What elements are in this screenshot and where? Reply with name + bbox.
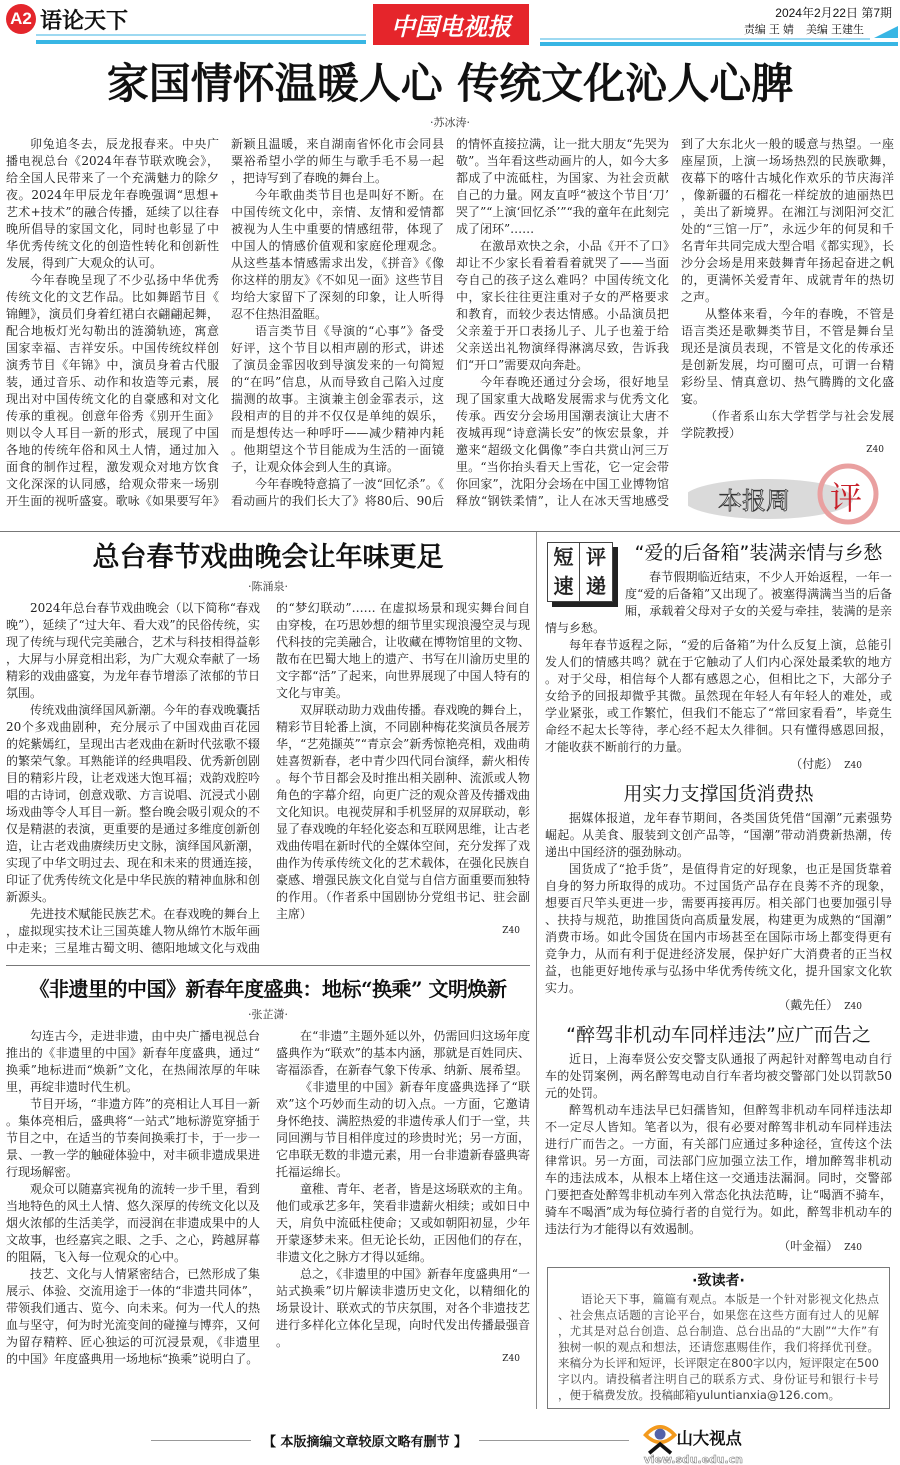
author <box>545 997 892 1016</box>
paragraph: 今年歌曲类节目也是叫好不断。在中国传统文化中，亲情、友情和爱情都被视为人生中重要的情感纽带，体现了中国人的情感价值观和家庭伦理观念。从这些基本情感需求出发，《拼音》《像你这样的朋友》《不如见一面》这些节目均给大家留下了深刻的印象，让人听得忍不住热泪盈眶。 <box>231 188 444 321</box>
code: Z40 <box>844 761 862 771</box>
weekly-review-logo <box>688 463 888 525</box>
paragraph: 节目开场，“非遗方阵”的亮相让人耳目一新。集体亮相后，盛典将“一站式”地标游览穿插于节目之中，在适当的节奏间换乘打卡，于一步一景、一教一学的触碰体验中，对丰硕非遗成果进行现场解密。 <box>6 1097 260 1179</box>
paragraph: 每年春节返程之际，“爱的后备箱”为什么反复上演，总能引发人们的情感共鸣？就在于它触动了人们内心深处最柔软的地方。对于父母，相信每个人都有感恩之心，但相比之下，大部分子女给予的回报却微乎其微。虽然现在年轻人有年轻人的难处，或学业紧张，或工作繁忙，但我们不能忘了“常回家看看”，毕竟生命经不起太长等待，孝心经不起太久徘徊。只有懂得感恩回报，才能收获不断前行的力量。 <box>545 638 892 754</box>
paragraph: 今年春晚特意搞了一波“回忆杀”。《看动画片的我们长大了》将80后、90后的情怀直接拉满，让一批大朋友“先哭为敬”。当年看这些动画片的人，如今大多都成了中流砥柱，为国家、为社会贡献自己的力量。网友直呼“被这个节目‘刀’哭了”“上演‘回忆杀’”“我的童年在此刻完成了闭环”…… <box>231 137 669 508</box>
footer <box>0 1415 900 1465</box>
svg-text:评: 评 <box>829 479 862 517</box>
header-rule <box>36 34 366 36</box>
code: Z40 <box>844 1002 862 1012</box>
article1-byline: ·苏冰涛· <box>430 116 470 129</box>
footer-rule <box>151 1440 251 1441</box>
author <box>545 1238 892 1257</box>
code: Z40 <box>502 1354 520 1364</box>
to-readers-title: ·致读者· <box>692 1273 745 1289</box>
review3-title: “醉驾非机动车同样违法”应广而告之 <box>566 1024 871 1046</box>
paragraph: 近日，上海奉贤公安交警支队通报了两起针对醉驾电动自行车的处罚案例，两名醉驾电动自行车者均被交警部门处以罚款50元的处罚。 <box>545 1052 892 1100</box>
article3-title: 《非遗里的中国》新春年度盛典：地标“换乘” 文明焕新 <box>29 977 507 1001</box>
paragraph: 在“非遗”主题外延以外，仍需回归这场年度盛典作为“联欢”的基本内涵，那就是百姓同庆、寄福添香，在新春气象下传承、纳新、展希望。 <box>276 1029 530 1077</box>
paragraph: 先进技术赋能民族艺术。在春戏晚的舞台上，虚拟现实技术让三国英雄人物从绵竹木版年画中走来；三星堆古蜀文明、德阳地域文化与戏曲的“梦幻联动”…… 在虚拟场景和现实舞台间自由穿梭，在巧思妙想的细节里实现浪漫空灵与现代科技的完美融合，让收藏在博物馆里的文物、散布在巴蜀大地上的遗产、书写在川渝历史里的文字都“活”了起来，向世界展现了中国人特有的文化与审美。 <box>6 601 530 955</box>
svg-text:本报周: 本报周 <box>717 487 790 515</box>
to-readers-box <box>547 1267 890 1409</box>
author-name: （戴先任） <box>778 998 839 1012</box>
badge-char: 短 <box>548 543 580 572</box>
footer-note: 【 本版摘编文章较原文略有删节 】 <box>262 1434 468 1450</box>
article2-body <box>0 600 536 957</box>
divider <box>6 965 530 966</box>
paragraph: 技艺、文化与人情紧密结合，已然形成了集展示、体验、交流用途于一体的“非遗共同体”，带领我们通古、览今、向未来。何为一代人的热血与坚守，何为时光流变间的碰撞与博弈，又何为留存精粹、匠心独运的可沉浸景观，《非遗里的中国》年度盛典用一场地标“换乘”说明白了。 <box>6 1267 260 1366</box>
article1-title: 家国情怀温暖人心 传统文化沁人心脾 <box>106 59 794 108</box>
author-name: （叶金福） <box>778 1239 839 1253</box>
review2 <box>545 781 892 1016</box>
svg-text:山大视点: 山大视点 <box>676 1429 742 1449</box>
paragraph: 醉驾机动车违法早已妇孺皆知，但醉驾非机动车同样违法却不一定尽人皆知。笔者以为，很有必要对醉驾非机动车同样违法进行广而告之。一方面，有关部门应通过多种途径，宣传这个法律常识。另一方面，司法部门应加强立法工作，增加醉驾非机动车的违法成本，从根本上堵住这一交通违法漏洞。同时，交警部门要把查处醉驾非机动车列入常态化执法范畴，让“喝酒不骑车，骑车不喝酒”成为每位骑行者的自觉行为。如此，醉驾非机动车的违法行为才能得以有效遏制。 <box>545 1103 892 1236</box>
footer-rule <box>479 1440 629 1441</box>
page-header <box>0 0 900 48</box>
paragraph: 今年春晚还通过分会场，很好地呈现了国家重大战略发展需求与优秀文化传承。西安分会场用国潮表演让大唐不夜城再现“诗意满长安”的恢宏景象，并邀来“超级文化偶像”李白共赏山河三万里。“当你抬头看天上雪花，它一定会带你回家”，沈阳分会场在中国工业博物馆释放“钢铁柔情”，让人在冰天雪地感受到了大东北火一般的暖意与热望。一座座屋顶，上演一场场热烈的民族歌舞，夜幕下的喀什古城化作欢乐的节庆海洋，像新疆的石榴花一样绽放的迪丽热巴，美出了新境界。在湘江与浏阳河交汇处的“三馆一厅”，永远少年的何炅和千名青年共同完成大型合唱《都实现》，长沙分会场是用来鼓舞青年扬起奋进之帆的，更满怀关爱青年、成就青年的热切之声。 <box>456 137 894 508</box>
paragraph: 《非遗里的中国》新春年度盛典选择了“联欢”这个巧妙而生动的切入点。一方面，它邀请身怀绝技、满腔热爱的非遗传承人们于一堂，共同回溯与节目相伴度过的珍贵时光；另一方面，它串联无数的非遗元素，用一台非遗新春盛典寄托福运绵长。 <box>276 1080 530 1179</box>
paragraph: 勾连古今，走进非遗，由中央广播电视总台推出的《非遗里的中国》新春年度盛典，通过“换乘”地标进而“焕新”文化，在热闹浓厚的年味里，再绽非遗时代生机。 <box>6 1029 260 1094</box>
article1-body <box>0 136 900 525</box>
designer: 美编 王建生 <box>805 24 864 36</box>
svg-text:view.sdu.edu.cn: view.sdu.edu.cn <box>643 1453 743 1465</box>
article2-byline: ·陈涌泉· <box>248 580 288 593</box>
author-name: （付彪） <box>790 757 839 771</box>
paragraph: 总之，《非遗里的中国》新春年度盛典用“一站式换乘”切片解读非遗历史文化，以精细化的场景设计、联欢式的节庆氛围，对各个非遗技艺进行多样化立体化呈现，向时代发出传播最强音。 <box>276 1267 530 1349</box>
review2-title: 用实力支撑国货消费热 <box>623 783 814 805</box>
badge-char: 评 <box>586 545 606 569</box>
paragraph: 卯兔追冬去，辰龙报春来。中央广播电视总台《2024年春节联欢晚会》，给全国人民带来了一个充满魅力的除夕夜。2024年甲辰龙年春晚强调“思想+艺术+技术”的融合传播，延续了以往春晚所倡导的家国文化，同时也彰显了中华优秀传统文化的创造性转化和创新性发展，得到广大观众的认可。 <box>6 137 219 270</box>
article2-title: 总台春节戏曲晚会让年味更足 <box>92 542 444 573</box>
issue-date: 2024年2月22日 第7期 <box>775 6 892 20</box>
code: Z40 <box>844 1243 862 1253</box>
watermark-logo <box>641 1415 761 1465</box>
page-badge: A2 <box>6 4 36 34</box>
header-rule <box>540 38 870 40</box>
review1 <box>545 540 892 775</box>
author <box>545 756 892 775</box>
paragraph: 语言类节目《导演的“心事”》备受好评，这个节目以相声剧的形式，讲述了演员金霏因收到导演发来的一句简短的“在吗”信息，从而导致自己陷入过度揣测的故事。主演兼主创金霏表示，这段相声的目的并不仅仅是单纯的娱乐，而是想传达一种呼吁——减少精神内耗。他期望这个节目能成为生活的一面镜子，让观众体会到人生的真谛。 <box>231 324 444 474</box>
code: Z40 <box>866 445 884 455</box>
review3 <box>545 1022 892 1257</box>
paragraph: 据媒体报道，龙年春节期间，各类国货凭借“国潮”元素强势崛起。从美食、服装到文创产品等，“国潮”带动消费新热潮，传递出中国经济的强劲脉动。 <box>545 811 892 859</box>
paragraph: 从整体来看，今年的春晚，不管是语言类还是歌舞类节目，不管是舞台呈现还是演员表现，不管是文化的传承还是创新发展，均可圈可点，可谓一台精彩纷呈、情真意切、热气腾腾的文化盛宴。 <box>681 307 894 406</box>
paragraph: 春节假期临近结束，不少人开始返程，一年一度“爱的后备箱”又出现了。被塞得满满当当的后备厢，承载着父母对子女的关爱与牵挂，装满的是亲情与乡愁。 <box>545 570 892 635</box>
section-title: 语论天下 <box>40 9 129 34</box>
paragraph: 今年春晚呈现了不少弘扬中华优秀传统文化的文艺作品。比如舞蹈节目《锦鲤》，演员们身着红裙白衣翩翩起舞，配合地板灯光勾勒出的涟漪轨迹，寓意国家幸福、吉祥安乐。中国传统纹样创演秀节目《年锦》中，演员身着古代服装，通过音乐、动作和妆造等元素，展现出对中国传统文化的自豪感和对文化传承的重视。创意年俗秀《别开生面》则以令人耳目一新的形式，展现了中国各地的传统年俗和风土人情，通过加入面食的制作过程，激发观众对地方饮食文化深深的认同感，给观众带来一场别开生面的视听盛宴。歌咏《如果要写年》新颖且温暖，来自湖南省怀化市会同县粟裕希望小学的师生与歌手毛不易一起，把诗写到了春晚的舞台上。 <box>6 137 444 508</box>
short-review-badge <box>547 542 613 602</box>
paragraph: 观众可以随嘉宾视角的流转一步千里，看到当地特色的风土人情、悠久深厚的传统文化以及烟火浓郁的生活美学，而浸润在非遗成果中的人文故事，也经嘉宾之眼、之手、之心，跨越屏幕的阻隔，飞入每一位观众的心中。 <box>6 1182 260 1264</box>
lower-section <box>0 531 900 1409</box>
header-rule <box>540 42 898 46</box>
editor: 责编 王 婧 <box>743 24 794 36</box>
article3-body <box>0 1028 536 1368</box>
paragraph: 童稚、青年、老者，皆是这场联欢的主角。他们或承艺多年，笑看非遗薪火相续；或如日中天，肩负中流砥柱使命；又或如朝阳初显，少年开蒙逐梦未来。但无论长幼，正因他们的存在，非遗文化之脉方才得以延绵。 <box>276 1182 530 1264</box>
header-rule <box>36 40 366 44</box>
paragraph: 在激昂欢快之余，小品《开不了口》却让不少家长看着看着就哭了——当面夸自己的孩子这么难吗？中国传统文化中，家长往往更注重对子女的严格要求和教育，而较少表达情感。小品演员把父亲羞于开口表扬儿子、儿子也羞于给父亲送出礼物演绎得淋漓尽致，告诉我们“开口”需要双向奔赴。 <box>456 239 669 372</box>
editors <box>732 21 864 37</box>
masthead-logo: 中国电视报 <box>373 4 529 45</box>
right-column <box>537 532 900 1409</box>
paragraph: 传统戏曲演绎国风新潮。今年的春戏晚囊括20个多戏曲剧种，充分展示了中国戏曲百花园的姹紫嫣红，呈现出古老戏曲在新时代弦歌不辍的繁荣气象。耳熟能详的经典唱段、优秀新创剧目的精彩片段，让老戏迷大饱耳福；戏韵戏腔吟唱的古诗词，创意戏歌、方言说唱、沉浸式小剧场戏曲等令人耳目一新。整台晚会吸引观众的不仅是精湛的表演，更重要的是通过多维度创新创造，让古老戏曲赓续历史文脉，演绎国风新潮，实现了中华文明过去、现在和未来的贯通连接，印证了优秀传统文化是中华民族的精神血脉和创新源头。 <box>6 703 260 904</box>
review1-title: “爱的后备箱”装满亲情与乡愁 <box>634 542 883 564</box>
to-readers-text: 语论天下事，篇篇有观点。本版是一个针对影视文化热点、社会焦点话题的言论平台，如果您在这些方面有过人的见解，尤其是对总台创造、总台制造、总台出品的“大剧”“大作”有独树一帜的观点和想法，还请您惠赐佳作，我们将择优刊登。来稿分为长评和短评，长评限定在800字以内，短评限定在500字以内。请投稿者注明自己的联系方式、身份证号和银行卡号，便于稿费发放。投稿邮箱yuluntianxia@126.com。 <box>558 1292 879 1402</box>
left-column <box>0 532 537 1409</box>
code: Z40 <box>502 926 520 936</box>
badge-char: 速 <box>548 572 580 601</box>
header-arrow <box>874 26 898 38</box>
paragraph: 国货成了“抢手货”，是值得肯定的好现象，也正是国货靠着自身的努力所取得的成功。不过国货产品存在良莠不齐的现象，想要百尺竿头更进一步，需要再接再厉。相关部门也要加强引导、扶持与规范，助推国货向高质量发展，构建更为成熟的“国潮”消费市场。如此令国货在国内市场甚至在国际市场上都变得更有竞争力，从而有利于促进经济发展，保护好广大消费者的正当权益，也能更好地传承与弘扬中华优秀传统文化，提升国家文化软实力。 <box>545 862 892 995</box>
paragraph: 2024年总台春节戏曲晚会（以下简称“春戏晚”），延续了“过大年、看大戏”的民俗传统，实现了传统与现代完美融合，艺术与科技相得益彰，大屏与小屏竞相出彩，为广大观众奉献了一场精彩的戏曲盛宴，为龙年春节增添了浓郁的节日氛围。 <box>6 601 260 700</box>
badge-char: 递 <box>586 574 606 598</box>
paragraph: 双屏联动助力戏曲传播。春戏晚的舞台上，精彩节目轮番上演，不同剧种梅花奖演员各展芳华，“艺苑撷英”“青京会”新秀惊艳亮相，戏曲萌娃喜贺新春，老中青少四代同台演绎，薪火相传。每个节目都会及时推出相关剧种、流派或人物角色的字幕介绍，向更广泛的观众普及传播戏曲文化知识。电视荧屏和手机竖屏的双屏联动，彰显了春戏晚的年轻化姿态和互联网思维，让古老戏曲传唱在新时代的全媒体空间，充分发挥了戏曲作为传承传统文化的艺术载体，在强化民族自豪感、增强民族文化自觉与自信方面重要而独特的作用。（作者系中国剧协分党组书记、驻会副主席） <box>276 703 530 921</box>
article3-byline: ·张芷潇· <box>248 1008 288 1021</box>
author-note: （作者系山东大学哲学与社会发展学院教授） <box>681 409 894 440</box>
